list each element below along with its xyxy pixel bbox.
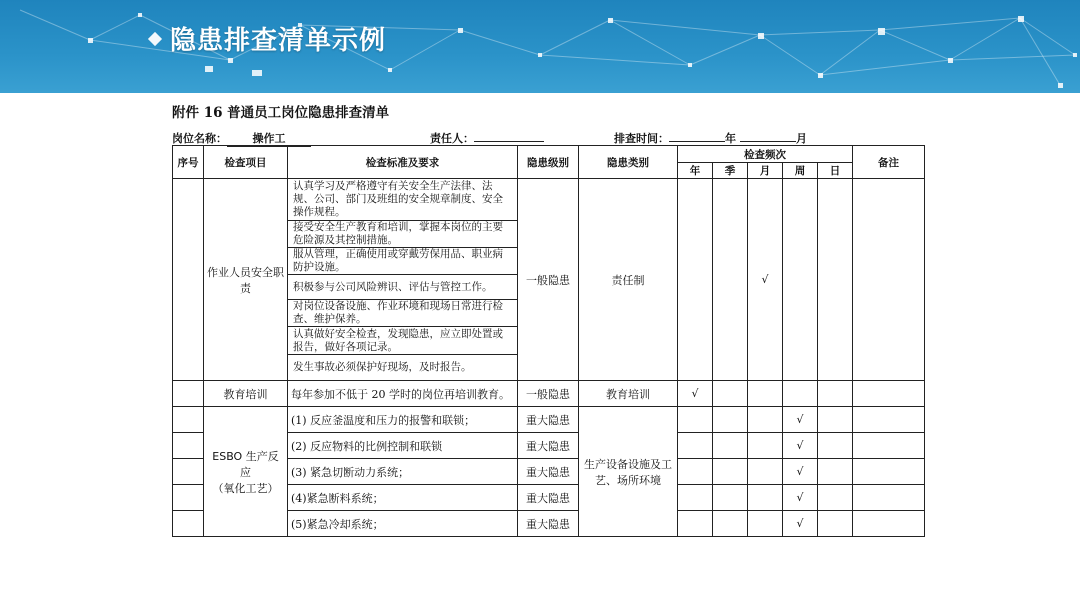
freq-year-cell <box>678 407 713 433</box>
category-cell: 责任制 <box>579 179 678 381</box>
responsible-label: 责任人： <box>430 132 474 145</box>
header-no: 序号 <box>173 146 204 179</box>
header-level: 隐患级别 <box>518 146 579 179</box>
freq-quarter-cell <box>713 407 748 433</box>
document-title: 附件 16 普通员工岗位隐患排查清单 <box>172 105 390 121</box>
freq-week-cell <box>783 179 818 381</box>
banner-title: 隐患排查清单示例 <box>170 26 387 56</box>
remark-cell <box>853 485 925 511</box>
level-cell: 重大隐患 <box>518 459 579 485</box>
criteria-cell <box>288 179 518 381</box>
freq-day-cell <box>818 381 853 407</box>
criteria-item: 认真学习及严格遵守有关安全生产法律、法规、公司、部门及班组的安全规章制度、安全操作规程。 <box>288 179 517 221</box>
check-mark: √ <box>783 511 818 537</box>
header-frequency: 检查频次 <box>678 146 853 163</box>
row-no-cell <box>173 511 204 537</box>
criteria-item: 发生事故必须保护好现场，及时报告。 <box>293 361 472 373</box>
criteria-item: 接受安全生产教育和培训，掌握本岗位的主要危险源及其控制措施。 <box>288 221 517 248</box>
check-mark: √ <box>783 485 818 511</box>
remark-cell <box>853 407 925 433</box>
freq-month-cell <box>748 511 783 537</box>
freq-day-cell <box>818 485 853 511</box>
criteria-cell: (2) 反应物料的比例控制和联锁 <box>288 433 518 459</box>
freq-quarter: 季 <box>713 163 748 179</box>
month-blank <box>740 141 796 142</box>
table-row <box>173 179 925 381</box>
responsible-value-blank <box>474 141 544 142</box>
freq-year-cell <box>678 433 713 459</box>
freq-month-cell <box>748 433 783 459</box>
header-item: 检查项目 <box>204 146 288 179</box>
item-line1: ESBO 生产反应 <box>212 449 279 479</box>
responsible-field <box>430 130 544 146</box>
position-value: 操作工 <box>227 130 311 147</box>
freq-month-cell <box>748 459 783 485</box>
criteria-cell: (1) 反应釜温度和压力的报警和联锁； <box>288 407 518 433</box>
freq-day-cell <box>818 511 853 537</box>
criteria-cell: (3) 紧急切断动力系统； <box>288 459 518 485</box>
check-mark: √ <box>783 459 818 485</box>
freq-day-cell <box>818 179 853 381</box>
item-cell: 作业人员安全职责 <box>204 179 288 381</box>
level-cell: 重大隐患 <box>518 485 579 511</box>
criteria-item: 积极参与公司风险辨识、评估与管控工作。 <box>288 275 517 300</box>
check-mark: √ <box>678 381 713 407</box>
row-no-cell <box>173 407 204 433</box>
freq-year: 年 <box>678 163 713 179</box>
row-no-cell <box>173 485 204 511</box>
year-unit: 年 <box>725 132 736 145</box>
criteria-cell: (4)紧急断料系统； <box>288 485 518 511</box>
row-no-cell <box>173 381 204 407</box>
category-cell: 生产设备设施及工艺、场所环境 <box>579 407 678 537</box>
freq-week: 周 <box>783 163 818 179</box>
level-cell: 重大隐患 <box>518 407 579 433</box>
level-cell: 一般隐患 <box>518 179 579 381</box>
freq-day-cell <box>818 459 853 485</box>
inspection-checklist-table <box>172 145 925 537</box>
table-row <box>173 381 925 407</box>
criteria-item: 对岗位设备设施、作业环境和现场日常进行检查、维护保养。 <box>288 300 517 327</box>
row-no-cell <box>173 459 204 485</box>
freq-quarter-cell <box>713 433 748 459</box>
header-category: 隐患类别 <box>579 146 678 179</box>
freq-year-cell <box>678 179 713 381</box>
item-cell: 教育培训 <box>204 381 288 407</box>
check-mark: √ <box>783 433 818 459</box>
header-standard: 检查标准及要求 <box>288 146 518 179</box>
freq-quarter-cell <box>713 459 748 485</box>
freq-year-cell <box>678 511 713 537</box>
level-cell: 一般隐患 <box>518 381 579 407</box>
bullet-icon <box>148 31 162 45</box>
freq-day: 日 <box>818 163 853 179</box>
freq-quarter-cell <box>713 381 748 407</box>
freq-quarter-cell <box>713 511 748 537</box>
freq-day-cell <box>818 407 853 433</box>
freq-month-cell <box>748 407 783 433</box>
level-cell: 重大隐患 <box>518 511 579 537</box>
banner-title-group <box>150 20 386 57</box>
category-cell: 教育培训 <box>579 381 678 407</box>
criteria-item: 认真做好安全检查，发现隐患，应立即处置或报告，做好各项记录。 <box>288 327 517 355</box>
freq-day-cell <box>818 433 853 459</box>
level-cell: 重大隐患 <box>518 433 579 459</box>
year-blank <box>669 141 725 142</box>
freq-quarter-cell <box>713 179 748 381</box>
remark-cell <box>853 179 925 381</box>
month-unit: 月 <box>796 132 807 145</box>
item-line2: （氧化工艺） <box>212 481 279 495</box>
freq-year-cell <box>678 459 713 485</box>
inspection-time-field <box>614 130 807 146</box>
header-banner <box>0 0 1080 93</box>
check-mark: √ <box>783 407 818 433</box>
criteria-cell: (5)紧急冷却系统； <box>288 511 518 537</box>
freq-year-cell <box>678 485 713 511</box>
remark-cell <box>853 459 925 485</box>
row-no-cell <box>173 433 204 459</box>
table-row <box>173 407 925 433</box>
remark-cell <box>853 433 925 459</box>
row-no-cell <box>173 179 204 381</box>
remark-cell <box>853 511 925 537</box>
inspection-time-label: 排查时间： <box>614 132 669 145</box>
criteria-cell: 每年参加不低于 20 学时的岗位再培训教育。 <box>288 381 518 407</box>
freq-quarter-cell <box>713 485 748 511</box>
freq-month-cell <box>748 485 783 511</box>
check-mark: √ <box>748 179 783 381</box>
criteria-item: 服从管理，正确使用或穿戴劳保用品、职业病防护设施。 <box>288 248 517 275</box>
freq-week-cell <box>783 381 818 407</box>
freq-month: 月 <box>748 163 783 179</box>
item-cell <box>204 407 288 537</box>
position-label: 岗位名称： <box>172 132 227 145</box>
header-remark: 备注 <box>853 146 925 179</box>
freq-month-cell <box>748 381 783 407</box>
remark-cell <box>853 381 925 407</box>
